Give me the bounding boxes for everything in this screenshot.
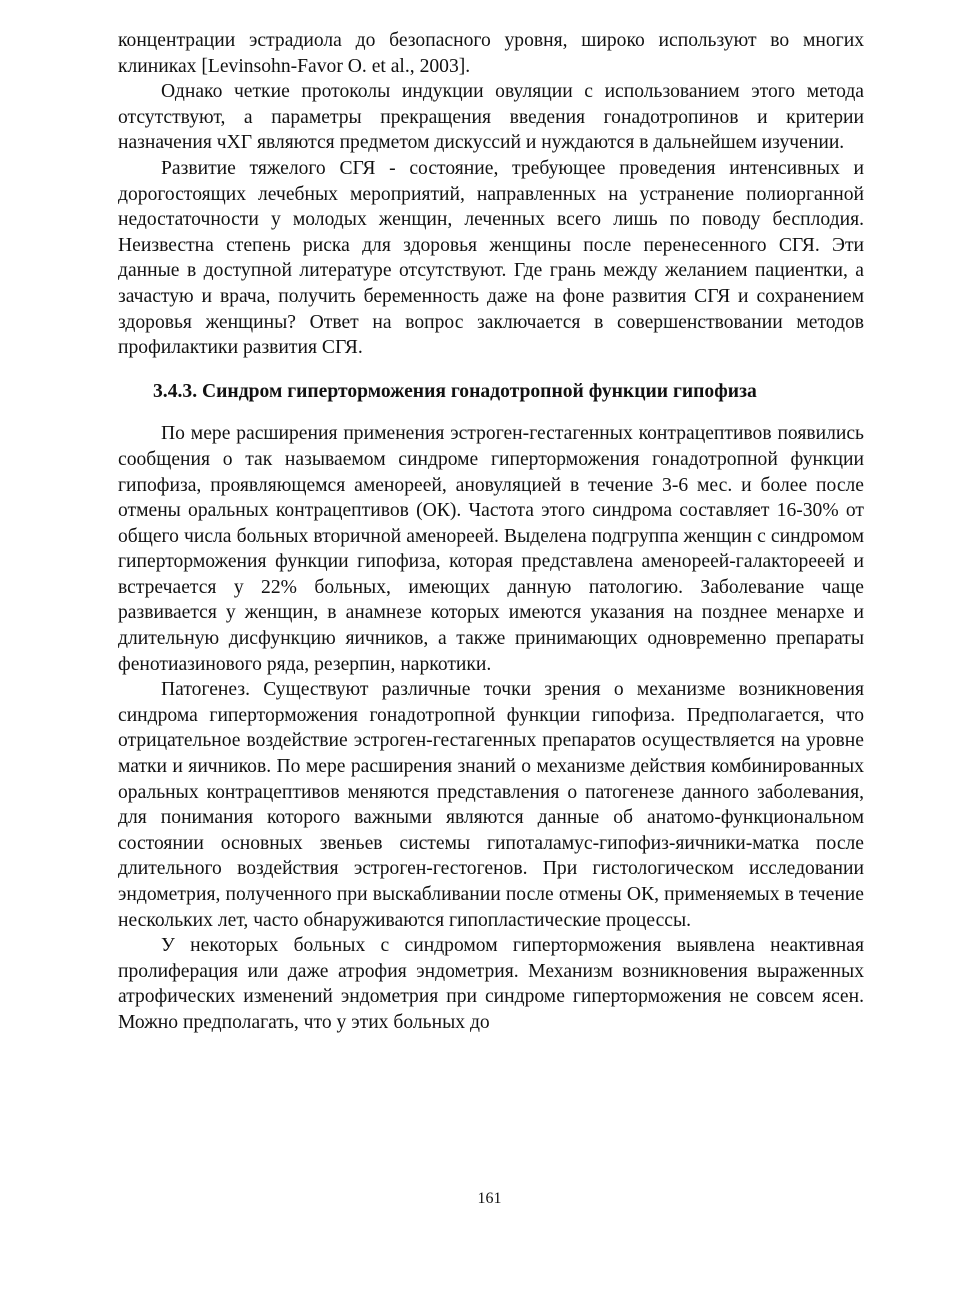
section-heading: 3.4.3. Синдром гиперторможения гонадотропной функции гипофиза <box>153 380 757 402</box>
document-page <box>118 28 864 1036</box>
paragraph-3: Развитие тяжелого СГЯ - состояние, требующее проведения интенсивных и дорогостоящих лечебных мероприятий, направленных на устранение полиорганной недостаточности у молодых женщин, леченных всего лишь по поводу бесплодия. Неизвестна степень риска для здоровья женщины после перенесенного СГЯ. Эти данные в доступной литературе отсутствуют. Где грань между желанием пациентки, а зачастую и врача, получить беременность даже на фоне развития СГЯ и сохранением здоровья женщины? Ответ на вопрос заключается в совершенствовании методов профилактики развития СГЯ. <box>118 157 864 359</box>
paragraph-2: Однако четкие протоколы индукции овуляции с использованием этого метода отсутствуют, а параметры прекращения введения гонадотропинов и критерии назначения чХГ являются предметом дискуссий и нуждаются в дальнейшем изучении. <box>118 81 864 154</box>
paragraph-6: У некоторых больных с синдромом гиперторможения выявлена неактивная пролиферация или даже атрофия эндометрия. Механизм возникновения выраженных атрофических изменений эндометрия при синдроме гиперторможения не совсем ясен. Можно предполагать, что у этих больных до <box>118 935 864 1033</box>
paragraph-5: Патогенез. Существуют различные точки зрения о механизме возникновения синдрома гиперторможения гонадотропной функции гипофиза. Предполагается, что отрицательное воздействие эстроген-гестагенных препаратов осуществляется на уровне матки и яичников. По мере расширения знаний о механизме действия комбинированных оральных контрацептивов меняются представления о патогенезе данного заболевания, для понимания которого важными являются данные об анатомо-функциональном состоянии основных звеньев системы гипоталамус-гипофиз-яичники-матка после длительного воздействия эстроген-гестогенов. При гистологическом исследовании эндометрия, полученного при выскабливании после отмены ОК, применяемых в течение нескольких лет, часто обнаруживаются гипопластические процессы. <box>118 679 864 931</box>
paragraph-4: По мере расширения применения эстроген-гестагенных контрацептивов появились сообщения о так называемом синдроме гиперторможения гонадотропной функции гипофиза, проявляющемся аменореей, ановуляцией в течение 3-6 мес. и более после отмены оральных контрацептивов (ОК). Частота этого синдрома составляет 16-30% от общего числа больных вторичной аменореей. Выделена подгруппа женщин с синдромом гиперторможения функции гипофиза, которая представлена аменореей-галакторееей и встречается у 22% больных, имеющих данную патологию. Заболевание чаще развивается у женщин, в анамнезе которых имеются указания на позднее менархе и длительную дисфункцию яичников, а также принимающих одновременно препараты фенотиазинового ряда, резерпин, наркотики. <box>118 423 864 675</box>
paragraph-1: концентрации эстрадиола до безопасного уровня, широко используют во многих клиниках [Levinsohn-Favor O. et al., 2003]. <box>118 30 864 77</box>
page-number: 161 <box>477 1190 502 1207</box>
